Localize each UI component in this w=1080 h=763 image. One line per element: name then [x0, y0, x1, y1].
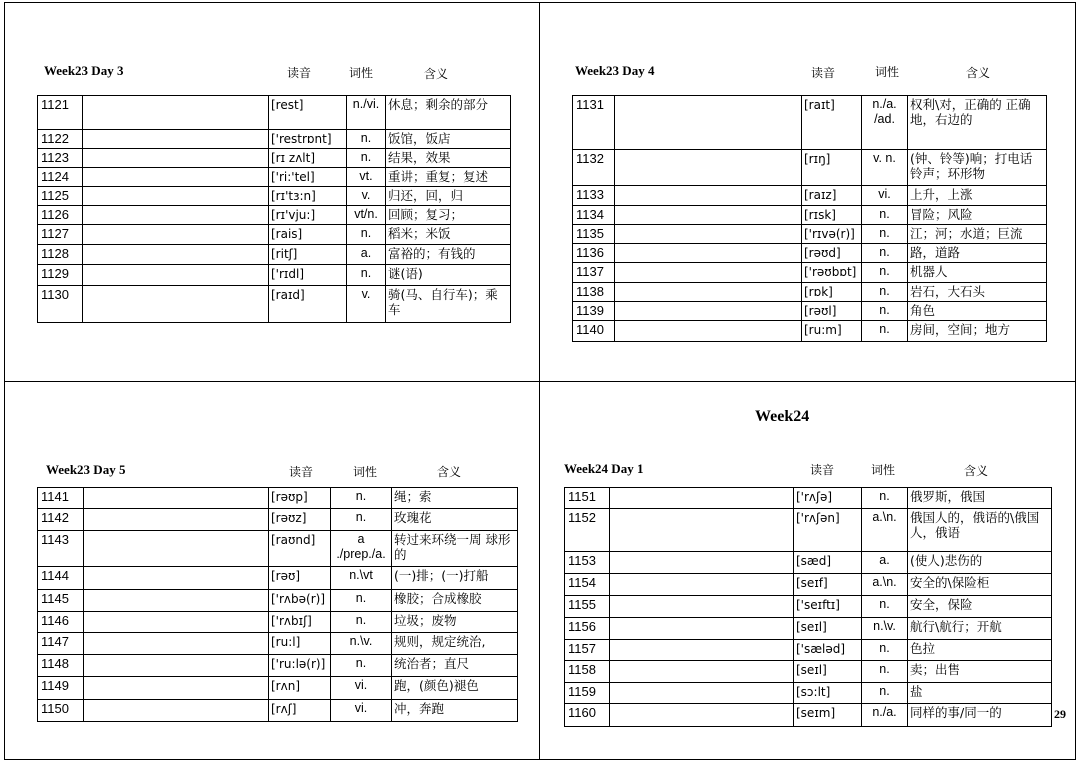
table-row — [565, 618, 1052, 640]
entry-phonetic: [ru:m] — [802, 321, 862, 342]
column-header-meaning: 含义 — [964, 464, 989, 478]
entry-meaning: 转过来环绕一周 球形的 — [392, 531, 518, 567]
entry-word — [83, 265, 269, 286]
entry-pos: n.\v. — [862, 618, 908, 640]
entry-word — [615, 96, 802, 150]
entry-number: 1127 — [38, 225, 83, 245]
entry-word — [615, 225, 802, 244]
entry-meaning: 机器人 — [908, 263, 1047, 283]
column-header-phonetic: 读音 — [289, 465, 314, 479]
entry-pos: vt/n. — [347, 206, 386, 225]
panel-title: Week23 Day 4 — [575, 63, 655, 78]
table-row — [565, 552, 1052, 574]
entry-number: 1131 — [573, 96, 615, 150]
entry-meaning: 绳；索 — [392, 488, 518, 509]
entry-word — [83, 187, 269, 206]
entry-pos: n. — [862, 283, 908, 302]
entry-meaning: 回顾；复习； — [386, 206, 511, 225]
entry-number: 1137 — [573, 263, 615, 283]
entry-number: 1126 — [38, 206, 83, 225]
table-row — [38, 149, 511, 168]
entry-pos: n. — [331, 590, 392, 612]
entry-phonetic: [rɪ'vju:] — [269, 206, 347, 225]
table-row — [38, 265, 511, 286]
entry-meaning: 角色 — [908, 302, 1047, 321]
entry-meaning: 俄国人的，俄语的\俄国人，俄语 — [908, 509, 1052, 552]
entry-number: 1122 — [38, 130, 83, 149]
entry-meaning: 垃圾；废物 — [392, 612, 518, 633]
entry-word — [615, 186, 802, 206]
entry-pos: n. — [347, 265, 386, 286]
table-row — [38, 509, 518, 531]
entry-number: 1147 — [38, 633, 84, 655]
entry-phonetic: [rɪŋ] — [802, 150, 862, 186]
entry-meaning: 安全，保险 — [908, 596, 1052, 618]
column-header-pos: 词性 — [353, 465, 378, 479]
entry-meaning: 色拉 — [908, 640, 1052, 661]
entry-pos: n./vi. — [347, 96, 386, 130]
entry-phonetic: ['rʌʃən] — [794, 509, 862, 552]
entry-number: 1152 — [565, 509, 610, 552]
column-header-meaning: 含义 — [424, 67, 449, 81]
table-row — [565, 661, 1052, 683]
entry-number: 1153 — [565, 552, 610, 574]
entry-number: 1155 — [565, 596, 610, 618]
column-header-pos: 词性 — [875, 65, 900, 79]
entry-number: 1132 — [573, 150, 615, 186]
entry-number: 1121 — [38, 96, 83, 130]
entry-meaning: 富裕的；有钱的 — [386, 245, 511, 265]
panel-title: Week23 Day 5 — [46, 462, 126, 477]
entry-number: 1135 — [573, 225, 615, 244]
entry-number: 1154 — [565, 574, 610, 596]
entry-number: 1125 — [38, 187, 83, 206]
entry-phonetic: [sɔ:lt] — [794, 683, 862, 704]
entry-number: 1151 — [565, 488, 610, 509]
entry-word — [610, 552, 794, 574]
entry-number: 1123 — [38, 149, 83, 168]
table-row — [38, 206, 511, 225]
vocab-table — [37, 487, 518, 722]
entry-word — [84, 700, 269, 722]
entry-word — [84, 509, 269, 531]
entry-word — [610, 704, 794, 727]
entry-word — [610, 509, 794, 552]
entry-pos: n. — [862, 263, 908, 283]
entry-word — [610, 640, 794, 661]
entry-meaning: 跑，(颜色)褪色 — [392, 677, 518, 700]
entry-number: 1145 — [38, 590, 84, 612]
entry-pos: vt. — [347, 168, 386, 187]
vocab-table — [37, 95, 511, 323]
entry-meaning: 同样的事/同一的 — [908, 704, 1052, 727]
entry-phonetic: [seɪl] — [794, 661, 862, 683]
entry-pos: n. — [862, 661, 908, 683]
entry-meaning: 路，道路 — [908, 244, 1047, 263]
entry-word — [83, 225, 269, 245]
entry-word — [83, 96, 269, 130]
entry-word — [84, 655, 269, 677]
entry-number: 1128 — [38, 245, 83, 265]
entry-meaning: 结果，效果 — [386, 149, 511, 168]
table-row — [565, 683, 1052, 704]
entry-meaning: 江；河；水道；巨流 — [908, 225, 1047, 244]
entry-pos: a ./prep./a. — [331, 531, 392, 567]
table-row — [38, 633, 518, 655]
table-row — [573, 225, 1047, 244]
entry-phonetic: [rais] — [269, 225, 347, 245]
entry-phonetic: [rəʊd] — [802, 244, 862, 263]
entry-phonetic: ['rʌbə(r)] — [269, 590, 331, 612]
table-row — [38, 567, 518, 590]
entry-phonetic: ['rʌʃə] — [794, 488, 862, 509]
entry-meaning: 权利\对，正确的 正确地，右边的 — [908, 96, 1047, 150]
entry-number: 1133 — [573, 186, 615, 206]
entry-phonetic: ['rəʊbɒt] — [802, 263, 862, 283]
entry-phonetic: ['rʌbɪʃ] — [269, 612, 331, 633]
horizontal-divider — [4, 381, 1076, 382]
entry-meaning: 岩石，大石头 — [908, 283, 1047, 302]
entry-word — [615, 206, 802, 225]
entry-pos: n. — [862, 244, 908, 263]
entry-pos: n. — [331, 655, 392, 677]
entry-number: 1130 — [38, 286, 83, 323]
entry-pos: n. — [862, 321, 908, 342]
entry-pos: n./a. — [862, 704, 908, 727]
entry-word — [610, 661, 794, 683]
table-row — [565, 640, 1052, 661]
entry-phonetic: ['ri:'tel] — [269, 168, 347, 187]
column-header-pos: 词性 — [871, 463, 896, 477]
vocab-table — [572, 95, 1047, 342]
entry-pos: n. — [862, 302, 908, 321]
entry-number: 1141 — [38, 488, 84, 509]
entry-word — [83, 245, 269, 265]
entry-meaning: (使人)悲伤的 — [908, 552, 1052, 574]
entry-phonetic: [seɪl] — [794, 618, 862, 640]
panel-title: Week23 Day 3 — [44, 63, 124, 78]
entry-number: 1138 — [573, 283, 615, 302]
entry-phonetic: [rest] — [269, 96, 347, 130]
entry-word — [615, 283, 802, 302]
table-row — [38, 225, 511, 245]
entry-meaning: 饭馆，饭店 — [386, 130, 511, 149]
column-header-phonetic: 读音 — [811, 66, 836, 80]
entry-phonetic: [rɪ'tɜ:n] — [269, 187, 347, 206]
table-row — [573, 96, 1047, 150]
entry-number: 1149 — [38, 677, 84, 700]
column-header-meaning: 含义 — [437, 465, 462, 479]
entry-meaning: 安全的\保险柜 — [908, 574, 1052, 596]
entry-phonetic: ['restrɒnt] — [269, 130, 347, 149]
entry-phonetic: [rəʊ] — [269, 567, 331, 590]
table-row — [565, 488, 1052, 509]
entry-meaning: 重讲；重复；复述 — [386, 168, 511, 187]
table-row — [38, 286, 511, 323]
week24-heading: Week24 — [755, 408, 810, 425]
entry-word — [615, 321, 802, 342]
table-row — [38, 245, 511, 265]
entry-phonetic: ['seɪftɪ] — [794, 596, 862, 618]
entry-word — [84, 531, 269, 567]
entry-meaning: (一)排；(一)打船 — [392, 567, 518, 590]
entry-meaning: 橡胶；合成橡胶 — [392, 590, 518, 612]
entry-number: 1158 — [565, 661, 610, 683]
entry-number: 1124 — [38, 168, 83, 187]
entry-pos: vi. — [331, 677, 392, 700]
table-row — [573, 321, 1047, 342]
column-header-pos: 词性 — [349, 66, 374, 80]
entry-word — [610, 618, 794, 640]
entry-word — [615, 150, 802, 186]
entry-pos: n. — [347, 225, 386, 245]
table-row — [565, 704, 1052, 727]
entry-word — [84, 488, 269, 509]
entry-phonetic: [rɪsk] — [802, 206, 862, 225]
entry-word — [615, 263, 802, 283]
entry-meaning: 玫瑰花 — [392, 509, 518, 531]
table-row — [38, 96, 511, 130]
entry-phonetic: ['sæləd] — [794, 640, 862, 661]
entry-phonetic: [rəʊz] — [269, 509, 331, 531]
entry-number: 1156 — [565, 618, 610, 640]
table-row — [573, 206, 1047, 225]
column-header-phonetic: 读音 — [810, 463, 835, 477]
entry-pos: v. n. — [862, 150, 908, 186]
entry-word — [610, 574, 794, 596]
entry-number: 1136 — [573, 244, 615, 263]
entry-meaning: 冲，奔跑 — [392, 700, 518, 722]
entry-pos: n. — [862, 683, 908, 704]
entry-word — [83, 168, 269, 187]
entry-pos: vi. — [862, 186, 908, 206]
entry-pos: a. — [862, 552, 908, 574]
entry-meaning: 房间，空间；地方 — [908, 321, 1047, 342]
entry-number: 1134 — [573, 206, 615, 225]
entry-pos: a.\n. — [862, 509, 908, 552]
panel-title: Week24 Day 1 — [564, 461, 644, 476]
column-header-phonetic: 读音 — [287, 66, 312, 80]
entry-phonetic: [rɒk] — [802, 283, 862, 302]
entry-phonetic: ['ru:lə(r)] — [269, 655, 331, 677]
entry-meaning: (钟、铃等)响；打电话 铃声；环形物 — [908, 150, 1047, 186]
entry-meaning: 卖；出售 — [908, 661, 1052, 683]
entry-pos: n. — [331, 509, 392, 531]
entry-number: 1144 — [38, 567, 84, 590]
entry-number: 1160 — [565, 704, 610, 727]
entry-meaning: 稻米；米饭 — [386, 225, 511, 245]
entry-word — [84, 590, 269, 612]
entry-phonetic: [rʌʃ] — [269, 700, 331, 722]
table-row — [565, 509, 1052, 552]
entry-number: 1140 — [573, 321, 615, 342]
entry-number: 1159 — [565, 683, 610, 704]
entry-number: 1142 — [38, 509, 84, 531]
table-row — [573, 186, 1047, 206]
entry-number: 1143 — [38, 531, 84, 567]
table-row — [573, 283, 1047, 302]
table-row — [573, 302, 1047, 321]
entry-meaning: 统治者；直尺 — [392, 655, 518, 677]
entry-pos: n.\v. — [331, 633, 392, 655]
entry-phonetic: [raɪz] — [802, 186, 862, 206]
entry-phonetic: [ritʃ] — [269, 245, 347, 265]
entry-phonetic: [rəʊl] — [802, 302, 862, 321]
entry-word — [610, 488, 794, 509]
entry-word — [83, 286, 269, 323]
entry-pos: a.\n. — [862, 574, 908, 596]
entry-word — [84, 633, 269, 655]
entry-word — [83, 130, 269, 149]
entry-number: 1148 — [38, 655, 84, 677]
table-row — [38, 677, 518, 700]
entry-pos: n. — [347, 149, 386, 168]
entry-word — [610, 683, 794, 704]
entry-pos: n. — [862, 225, 908, 244]
entry-meaning: 上升，上涨 — [908, 186, 1047, 206]
entry-phonetic: [raʊnd] — [269, 531, 331, 567]
table-row — [38, 590, 518, 612]
entry-phonetic: [sæd] — [794, 552, 862, 574]
entry-pos: v. — [347, 286, 386, 323]
entry-phonetic: [raɪt] — [802, 96, 862, 150]
entry-number: 1150 — [38, 700, 84, 722]
table-row — [38, 168, 511, 187]
entry-number: 1129 — [38, 265, 83, 286]
entry-word — [610, 596, 794, 618]
entry-word — [83, 149, 269, 168]
entry-pos: n. — [862, 596, 908, 618]
entry-meaning: 休息；剩余的部分 — [386, 96, 511, 130]
entry-meaning: 骑(马、自行车)；乘 车 — [386, 286, 511, 323]
entry-word — [84, 677, 269, 700]
entry-meaning: 盐 — [908, 683, 1052, 704]
entry-meaning: 冒险；风险 — [908, 206, 1047, 225]
table-row — [565, 596, 1052, 618]
entry-pos: n. — [331, 488, 392, 509]
entry-pos: n. — [862, 206, 908, 225]
entry-meaning: 归还，回，归 — [386, 187, 511, 206]
entry-number: 1139 — [573, 302, 615, 321]
entry-pos: n. — [862, 488, 908, 509]
entry-pos: n./a. /ad. — [862, 96, 908, 150]
column-header-meaning: 含义 — [966, 66, 991, 80]
entry-word — [84, 567, 269, 590]
table-row — [38, 187, 511, 206]
table-row — [573, 244, 1047, 263]
entry-phonetic: ['rɪdl] — [269, 265, 347, 286]
entry-meaning: 规则，规定统治, — [392, 633, 518, 655]
entry-phonetic: [rʌn] — [269, 677, 331, 700]
table-row — [573, 263, 1047, 283]
table-row — [565, 574, 1052, 596]
entry-phonetic: ['rɪvə(r)] — [802, 225, 862, 244]
entry-phonetic: [ru:l] — [269, 633, 331, 655]
table-row — [38, 700, 518, 722]
entry-word — [615, 302, 802, 321]
table-row — [38, 612, 518, 633]
entry-word — [84, 612, 269, 633]
entry-pos: n.\vt — [331, 567, 392, 590]
entry-meaning: 航行\航行；开航 — [908, 618, 1052, 640]
vocab-table — [564, 487, 1052, 727]
entry-word — [83, 206, 269, 225]
table-row — [38, 531, 518, 567]
entry-phonetic: [seɪf] — [794, 574, 862, 596]
entry-number: 1146 — [38, 612, 84, 633]
table-row — [38, 130, 511, 149]
entry-word — [615, 244, 802, 263]
entry-phonetic: [rəʊp] — [269, 488, 331, 509]
entry-pos: n. — [347, 130, 386, 149]
page-number: 29 — [1054, 707, 1066, 721]
entry-pos: n. — [331, 612, 392, 633]
entry-meaning: 谜(语) — [386, 265, 511, 286]
entry-phonetic: [seɪm] — [794, 704, 862, 727]
entry-pos: n. — [862, 640, 908, 661]
entry-number: 1157 — [565, 640, 610, 661]
table-row — [573, 150, 1047, 186]
entry-pos: vi. — [331, 700, 392, 722]
table-row — [38, 655, 518, 677]
entry-pos: a. — [347, 245, 386, 265]
table-row — [38, 488, 518, 509]
entry-meaning: 俄罗斯，俄国 — [908, 488, 1052, 509]
entry-phonetic: [raɪd] — [269, 286, 347, 323]
entry-pos: v. — [347, 187, 386, 206]
entry-phonetic: [rɪ zʌlt] — [269, 149, 347, 168]
